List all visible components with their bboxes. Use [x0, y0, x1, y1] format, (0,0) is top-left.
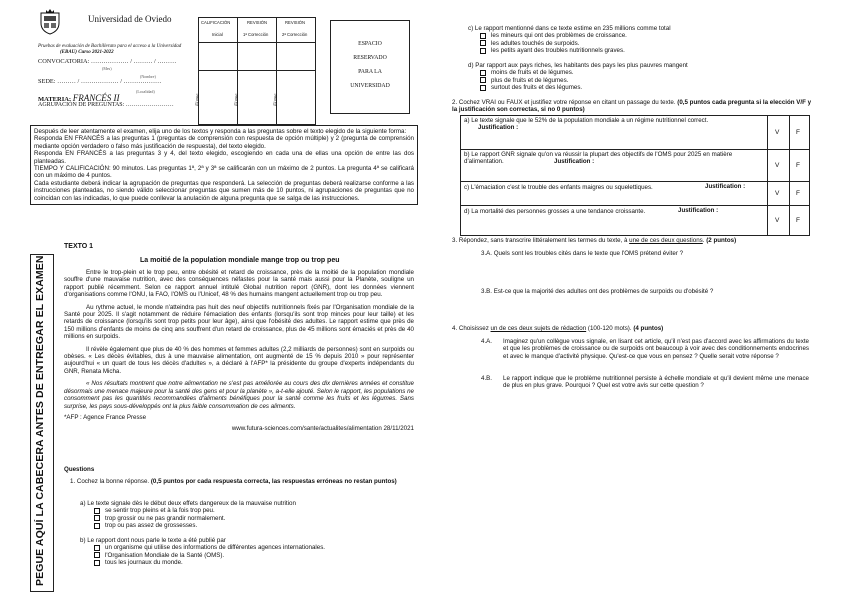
q1d-option-2[interactable]: plus de fruits et de légumes.	[480, 77, 808, 84]
q4-points: (4 puntos)	[633, 325, 664, 332]
reserved-line-3: PARA LA	[358, 69, 382, 75]
checkbox[interactable]	[94, 508, 100, 514]
q1a-block	[80, 500, 410, 530]
agrupacion-field[interactable]: AGRUPACIÓN DE PREGUNTAS: ……………………	[38, 102, 174, 108]
instructions-box	[30, 125, 418, 205]
reserved-space-box	[330, 20, 410, 114]
article-par-4: « Nos résultats montrent que notre alimentation ne s'est pas améliorée au cours des dix dernières années et constitue désormais une menace majeure pour la santé des gens et pour la planète », a-t-elle ajouté. Selon le rapport, les populations ne consomment pas les quantités recommandées d'aliments bénéfiques pour la santé comme les fruits et les légumes. Sans surprise, les pays sous-développés ont la plus faible consommation de ces aliments.	[64, 380, 414, 410]
checkbox[interactable]	[480, 77, 486, 83]
q4a-number: 4.A.	[481, 338, 493, 345]
q2-intro: 2. Cochez VRAI ou FAUX et justifiez votre réponse en citant un passage du texte.	[452, 99, 676, 106]
firma-label-3: Firma	[274, 93, 279, 106]
article-par-3: Il révèle également que plus de 40 % des hommes et femmes adultes (2,2 milliards de personnes) sont en surpoids ou obèses. « Les décès évitables, dus à une mauvaise alimentation, ont augmenté de 15 % depuis 2010 » pour représenter aujourd'hui « un quart de tous les décès d'adultes », a déclaré à l'AFP* la présidente du groupe d'experts indépendants du GNR, Renata Micha.	[64, 345, 414, 375]
text-title: La moitié de la population mondiale mange trop ou trop peu	[140, 257, 340, 264]
instructions-p4: TIEMPO Y CALIFICACIÓN: 90 minutos. Las preguntas 1ª, 2ª y 3ª se calificarán con un máximo de 2 puntos. La pregunta 4ª se calificará con un máximo de 4 puntos.	[34, 165, 414, 180]
q1d-stem: d) Par rapport aux pays riches, les habitants des pays les plus pauvres mangent	[468, 62, 688, 69]
article-par-2: Au rythme actuel, le monde n'atteindra pas huit des neuf objectifs nutritionnels fixés par l'Organisation mondiale de la Santé pour 2025. Il s'agit notamment de réduire l'émaciation des enfants (lorsqu'ils sont trop minces pour leur taille) et les retards de croissance (lorsqu'ils sont trop petits pour leur âge), ainsi que l'obésité des adultes. Le rapport estime que près de 150 millions d'enfants de moins de cinq ans souffrent d'un retard de croissance, plus de 45 millions sont émaciés et près de 40 millions en surpoids.	[64, 303, 414, 341]
q1-heading	[70, 478, 414, 485]
tf-row-a	[464, 117, 764, 132]
q2-heading	[452, 99, 812, 114]
q3a: 3.A. Quels sont les troubles cités dans le texte que l'OMS prétend éviter ?	[481, 250, 684, 257]
q1-intro: 1. Cochez la bonne réponse.	[70, 478, 150, 485]
afp-note: *AFP : Agence France Presse	[64, 413, 147, 421]
checkbox[interactable]	[94, 545, 100, 551]
q1b-option-2[interactable]: l'Organisation Mondiale de la Santé (OMS).	[94, 552, 410, 559]
exam-line-2: (EBAU) Curso 2021-2022	[60, 50, 114, 55]
firma-label-1: Firma	[196, 93, 201, 106]
materia-label: MATERIA:	[38, 96, 72, 103]
tf-row-b-justification[interactable]: Justification :	[554, 158, 595, 165]
true-false-table	[460, 115, 810, 236]
q3-underlined: une de ces deux questions	[629, 237, 703, 244]
reserved-line-4: UNIVERSIDAD	[350, 83, 390, 89]
q1a-option-2[interactable]: trop grossir ou ne pas grandir normalement.	[94, 515, 410, 522]
q1a-option-1[interactable]: se sentir trop pleins et à la fois trop peu.	[94, 507, 410, 514]
q1a-option-3[interactable]: trop ou pas assez de grossesses.	[94, 522, 410, 529]
article-body	[64, 269, 414, 433]
q4a-text: Imaginez qu'un collègue vous signale, en lisant cet article, qu'il n'est pas d'accord avec les affirmations du texte et que les problèmes de croissance ou de surpoids ont beaucoup à voir avec des conditionnements endocrines et avec le manque d'activité physique. Qu'est-ce que vous en pensez ? Quelle serait votre réponse ?	[503, 338, 809, 360]
article-par-1: Entre le trop-plein et le trop peu, entre obésité et retard de croissance, près de la moitié de la population mondiale souffre d'une mauvaise nutrition, avec des conséquences néfastes pour la santé mais aussi pour la Planète, souligne un rapport publié récemment. Selon ce rapport annuel intitulé Global nutrition report (GNR), dont les données viennent d'organisations comme l'ONU, la FAO, l'OMS ou l'Unicef, 48 % des humains mangent actuellement trop ou trop peu.	[64, 269, 414, 299]
checkbox[interactable]	[480, 70, 486, 76]
grid-header-revision-1: REVISIÓN	[247, 20, 268, 25]
grid-sub-corr-2: 2ª Corrección	[282, 32, 308, 37]
q1c-block	[468, 25, 808, 55]
tf-row-a-justification[interactable]: Justification :	[478, 124, 519, 132]
q2-points: (0,5 puntos cada pregunta si la elección V/F y la justificación son correctas, si no 0 puntos)	[452, 99, 812, 114]
grid-sub-inicial: Inicial	[212, 32, 223, 37]
tf-row-b-text: b) Le rapport GNR signale qu'on va réussir la plupart des objectifs de l'OMS pour 2025 en matière d'alimentation.	[464, 151, 733, 166]
checkbox[interactable]	[94, 552, 100, 558]
university-name: Universidad de Oviedo	[88, 14, 172, 24]
sede-field[interactable]: SEDE: ……… / ……………… / ………………	[38, 78, 162, 85]
q1c-option-1[interactable]: les mineurs qui ont des problèmes de croissance.	[480, 32, 808, 39]
checkbox[interactable]	[480, 85, 486, 91]
tf-row-c-text: c) L'émaciation c'est le trouble des enfants maigres ou squelettiques.	[464, 184, 653, 191]
q4-underlined: un de ces deux sujets de rédaction	[490, 325, 587, 332]
grid-header-calificacion: CALIFICACIÓN	[201, 20, 231, 25]
q1a-stem: a) Le texte signale dès le début deux effets dangereux de la mauvaise nutrition	[80, 500, 296, 507]
instructions-p1: Después de leer atentamente el examen, elija uno de los textos y responda a las preguntas sobre el texto elegido de la siguiente forma:	[34, 128, 407, 135]
sede-hint-name: (Nombre)	[140, 74, 156, 79]
q1d-block	[468, 62, 808, 92]
side-instruction-text: PEGUE AQUÍ LA CABECERA ANTES DE ENTREGAR EL EXAMEN	[34, 255, 46, 586]
q1c-stem: c) Le rapport mentionné dans ce texte estime en 235 millions comme total	[468, 25, 671, 32]
firma-label-2: Firma	[235, 93, 240, 106]
q1b-option-3[interactable]: tous les journaux du monde.	[94, 559, 410, 566]
tf-row-a-text: a) Le texte signale que le 52% de la population mondiale a un régime nutritionnel correct.	[464, 117, 709, 124]
checkbox[interactable]	[480, 33, 486, 39]
checkbox[interactable]	[94, 523, 100, 529]
q1d-option-3[interactable]: surtout des fruits et des légumes.	[480, 84, 808, 91]
q1-points: (0,5 puntos por cada respuesta correcta, las respuestas erróneas no restan puntos)	[150, 478, 397, 485]
reserved-line-2: RESERVADO	[353, 55, 387, 61]
university-crest	[38, 9, 62, 35]
q1b-option-1[interactable]: un organisme qui utilise des informations de différentes agences internationales.	[94, 544, 410, 551]
convocatoria-field[interactable]: CONVOCATORIA: ……………… / ……… / ………	[38, 58, 177, 65]
q4-intro: 4. Choisissez	[452, 325, 489, 332]
grid-sub-corr-1: 1ª Corrección	[243, 32, 269, 37]
tf-a-f[interactable]: F	[796, 129, 800, 136]
tf-b-v[interactable]: V	[775, 162, 780, 169]
exam-line-1: Pruebas de evaluación de Bachillerato para el acceso a la Universidad	[38, 44, 182, 49]
tf-c-f[interactable]: F	[796, 190, 800, 197]
tf-row-c-justification[interactable]: Justification :	[705, 183, 746, 190]
q4-words: (100-120 mots).	[587, 325, 632, 332]
materia-value: FRANCÉS II	[72, 93, 120, 103]
q1c-option-2[interactable]: les adultes touchés de surpoids.	[480, 40, 808, 47]
instructions-p3: Responda EN FRANCÉS a las preguntas 3 y 4, del texto elegido, escogiendo en cada una de ellas una opción de entre las dos planteadas.	[34, 150, 414, 165]
instructions-p5: Cada estudiante deberá indicar la agrupación de preguntas que responderá. La selección de preguntas deberá realizarse conforme a las instrucciones planteadas, no siendo válido seleccionar preguntas que sumen más de 10 puntos, ni agrupaciones de preguntas que no coincidan con las indicadas, lo que puede conllevar la anulación de alguna pregunta que se salga de las instrucciones.	[34, 179, 414, 202]
grid-header-revision-2: REVISIÓN	[285, 20, 306, 25]
tf-a-v[interactable]: V	[775, 129, 780, 136]
q3b: 3.B. Est-ce que la majorité des adultes ont des problèmes de surpoids ou d'obésité ?	[481, 288, 714, 295]
tf-row-d-text: d) La mortalité des personnes grosses a une tendance croissante.	[464, 208, 646, 215]
tf-row-d-justification[interactable]: Justification :	[678, 207, 719, 214]
q4b-number: 4.B.	[481, 375, 493, 382]
q1d-option-1[interactable]: moins de fruits et de légumes.	[480, 69, 808, 76]
q4-heading	[452, 325, 812, 332]
text-label: TEXTO 1	[64, 243, 94, 250]
tf-row-d	[464, 208, 764, 215]
q3-points: (2 puntos)	[706, 237, 737, 244]
tf-row-b	[464, 151, 764, 166]
questions-label: Questions	[64, 466, 95, 473]
q4b-text: Le rapport indique que le problème nutritionnel persiste à échelle mondiale et qu'il devient même une menace de plus en plus grave. Pourquoi ? Quel est votre avis sur cette question ?	[503, 375, 809, 390]
article-source: www.futura-sciences.com/sante/actualites/alimentation 28/11/2021	[231, 425, 414, 433]
checkbox[interactable]	[94, 515, 100, 521]
tf-c-v[interactable]: V	[775, 190, 780, 197]
checkbox[interactable]	[94, 560, 100, 566]
checkbox[interactable]	[480, 48, 486, 54]
convocatoria-hint: (Mes)	[102, 66, 112, 71]
q1b-stem: b) Le rapport dont nous parle le texte a été publié par	[80, 537, 226, 544]
tf-d-v[interactable]: V	[775, 217, 780, 224]
grading-grid	[198, 17, 316, 125]
q1b-block	[80, 537, 410, 567]
reserved-line-1: ESPACIO	[358, 41, 382, 47]
checkbox[interactable]	[480, 40, 486, 46]
tf-b-f[interactable]: F	[796, 162, 800, 169]
tf-d-f[interactable]: F	[796, 217, 800, 224]
q3-heading: 3. Répondez, sans transcrire littéralement les termes du texte, à une de ces deux questions. (2 puntos)	[452, 237, 737, 244]
instructions-p2: Responda EN FRANCÉS a las preguntas 1 (preguntas de comprensión con respuesta de opción múltiple) y 2 (pregunta de comprensión mediante opción verdadero o falso más justificación de respuesta), del texto elegido.	[34, 135, 414, 150]
q1c-option-3[interactable]: les petits ayant des troubles nutritionnels graves.	[480, 47, 808, 54]
q3-intro: 3. Répondez, sans transcrire littéralement les termes du texte, à	[452, 237, 628, 244]
sede-hint-locality: (Localidad)	[136, 89, 155, 94]
